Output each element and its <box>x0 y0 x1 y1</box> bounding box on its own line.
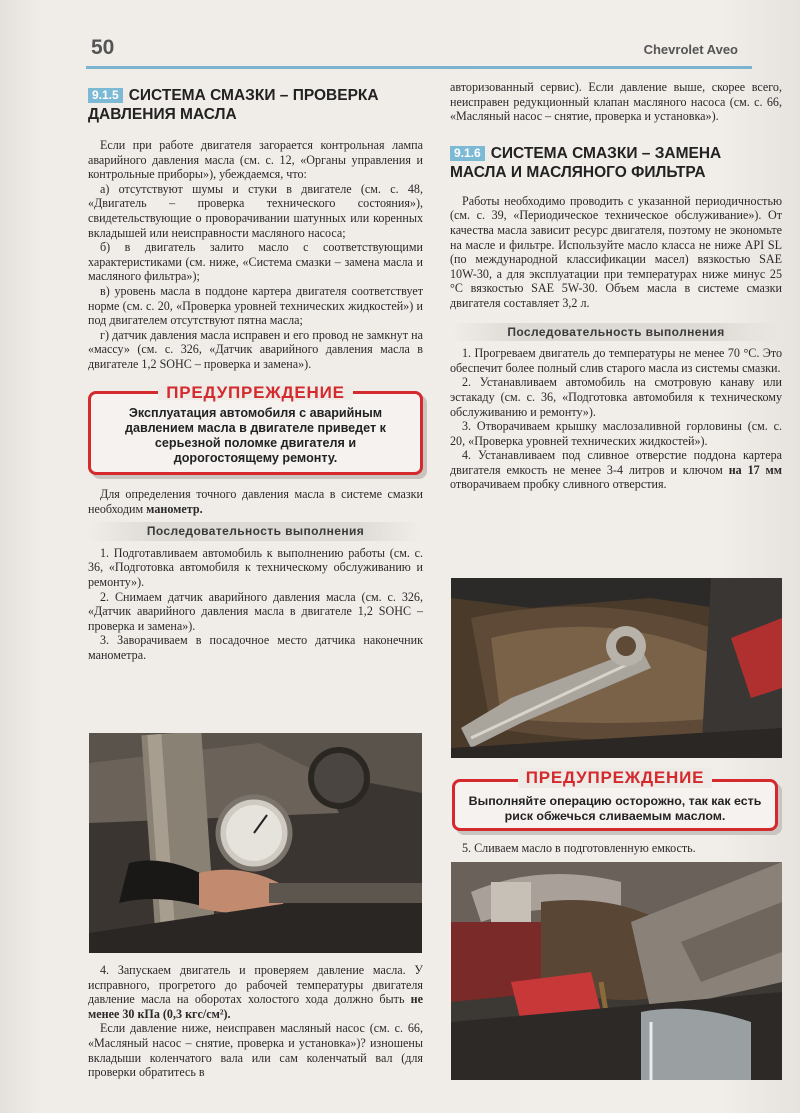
left-column <box>88 80 423 663</box>
page-number: 50 <box>91 36 115 59</box>
warning-box-916 <box>452 768 778 831</box>
warning-box-915 <box>88 382 423 476</box>
step-916-3: 3. Отворачиваем крышку маслозаливной горловины (см. с. 20, «Проверка уровней технических жидкостей»). <box>450 419 782 448</box>
warning-title: ПРЕДУПРЕЖДЕНИЕ <box>158 386 353 401</box>
section-916-title-line1: СИСТЕМА СМАЗКИ – ЗАМЕНА <box>490 144 722 162</box>
check-item-v: в) уровень масла в поддоне картера двигателя соответствует норме (см. с. 20, «Проверка уровней технических жидкостей») и под двигателем отсутствуют пятна масла; <box>88 283 423 328</box>
step-916-1: 1. Прогреваем двигатель до температуры не менее 70 °C. Это обеспечит более полный слив старого масла из системы смазки. <box>450 346 782 375</box>
step-916-4-wrench-size: на 17 мм <box>728 462 782 477</box>
check-item-a: а) отсутствуют шумы и стуки в двигателе (см. с. 48, «Двигатель – проверка технического состояния»), свидетельствующие о проворачивании шатунных или коренных вкладышей или неисправности масляного насоса; <box>88 181 423 240</box>
section-916-title-line2: МАСЛА И МАСЛЯНОГО ФИЛЬТРА <box>450 163 706 181</box>
warning-title-916: ПРЕДУПРЕЖДЕНИЕ <box>518 768 713 788</box>
header-rule <box>86 66 752 69</box>
photo-oil-draining <box>451 862 782 1080</box>
section-915-title-line1: СИСТЕМА СМАЗКИ – ПРОВЕРКА <box>128 87 379 104</box>
step-916-5: 5. Сливаем масло в подготовленную емкость. <box>462 841 696 855</box>
step-915-4-low-pressure: Если давление ниже, неисправен масляный насос (см. с. 66, «Масляный насос – снятие, проверка и установка»)? изношены вкладыши коленчатого вала или сам коленчатый вал (для проверки обратитесь в <box>88 1021 423 1080</box>
section-916-intro: Работы необходимо проводить с указанной периодичностью (см. с. 39, «Периодическое техническое обслуживание»). От качества масла зависит ресурс двигателя, поэтому не экономьте на масле и фильтре. Используйте масло класса не ниже API SL (по международной классификации масел) вязкостью SAE 10W-30, а для эксплуатации при температурах ниже минус 25 °C вязкостью SAE 5W-30. Объем масла в системе смазки двигателя составляет 3,2 л. <box>450 193 782 310</box>
tool-text: Для определения точного давления масла в системе смазки необходим <box>88 487 423 516</box>
step-916-2: 2. Устанавливаем автомобиль на смотровую канаву или эстакаду (см. с. 36, «Подготовка автомобиля к техническому обслуживанию и ремонту»). <box>450 375 782 419</box>
section-915-intro: Если при работе двигателя загорается контрольная лампа аварийного давления масла (см. с. 12, «Органы управления и контрольные приборы»), убеждаемся, что: <box>88 138 423 182</box>
step-915-2: 2. Снимаем датчик аварийного давления масла (см. с. 326, «Датчик аварийного давления масла в двигателе 1,2 SOHC – проверка и замена»). <box>88 589 423 633</box>
step-916-4-text: 4. Устанавливаем под сливное отверстие поддона картера двигателя емкость не менее 3-4 литров и ключом <box>450 448 782 477</box>
section-916-number: 9.1.6 <box>450 146 485 161</box>
section-916-heading <box>450 144 782 182</box>
step-915-1: 1. Подготавливаем автомобиль к выполнению работы (см. с. 36, «Подготовка автомобиля к техническому обслуживанию и ремонту»). <box>88 545 423 590</box>
step-915-4-text: 4. Запускаем двигатель и проверяем давление масла. У исправного, прогретого до рабочей температуры двигателя давление масла на оборотах холостого хода должно быть <box>88 963 423 1007</box>
warning-text: Эксплуатация автомобиля с аварийным давлением масла в двигателе приведет к серьезной поломке двигателя и дорогостоящему ремонту. <box>88 391 423 475</box>
right-column <box>450 80 782 492</box>
step-916-4-end: отворачиваем пробку сливного отверстия. <box>450 477 667 492</box>
step-915-3: 3. Заворачиваем в посадочное место датчика наконечник манометра. <box>88 633 423 663</box>
section-915-number: 9.1.5 <box>88 88 123 103</box>
book-title: Chevrolet Aveo <box>643 42 738 57</box>
step-915-4 <box>88 963 423 1021</box>
section-915-continued: авторизованный сервис). Если давление выше, скорее всего, неисправен редукционный клапан масляного насоса (см. с. 66, «Масляный насос – снятие, проверка и установка»). <box>450 80 782 124</box>
section-915-title-line2: ДАВЛЕНИЯ МАСЛА <box>88 106 237 123</box>
right-step-5 <box>450 841 782 856</box>
photo-pressure-gauge <box>89 733 422 953</box>
sequence-title-916: Последовательность выполнения <box>450 323 782 342</box>
check-item-g: г) датчик давления масла исправен и его провод не замкнут на «массу» (см. с. 326, «Датчик аварийного давления масла в двигателе 1,2 SOHC – проверка и замена»). <box>88 327 423 371</box>
warning-text-916: Выполняйте операцию осторожно, так как есть риск обжечься сливаемым маслом. <box>452 779 778 831</box>
section-915-heading <box>88 86 423 124</box>
left-bottom-text <box>88 963 423 1080</box>
step-916-4 <box>450 448 782 492</box>
tool-required-text <box>88 487 423 516</box>
tool-name: манометр. <box>146 501 203 516</box>
photo-drain-plug-wrench <box>451 578 782 758</box>
step-915-4-pressure: не менее 30 кПа (0,3 кгс/см²). <box>88 992 423 1021</box>
check-item-b: б) в двигатель залито масло с соответствующими характеристиками (см. ниже, «Система смазки – замена масла и масляного фильтра»); <box>88 240 423 284</box>
sequence-title-915: Последовательность выполнения <box>88 522 423 541</box>
